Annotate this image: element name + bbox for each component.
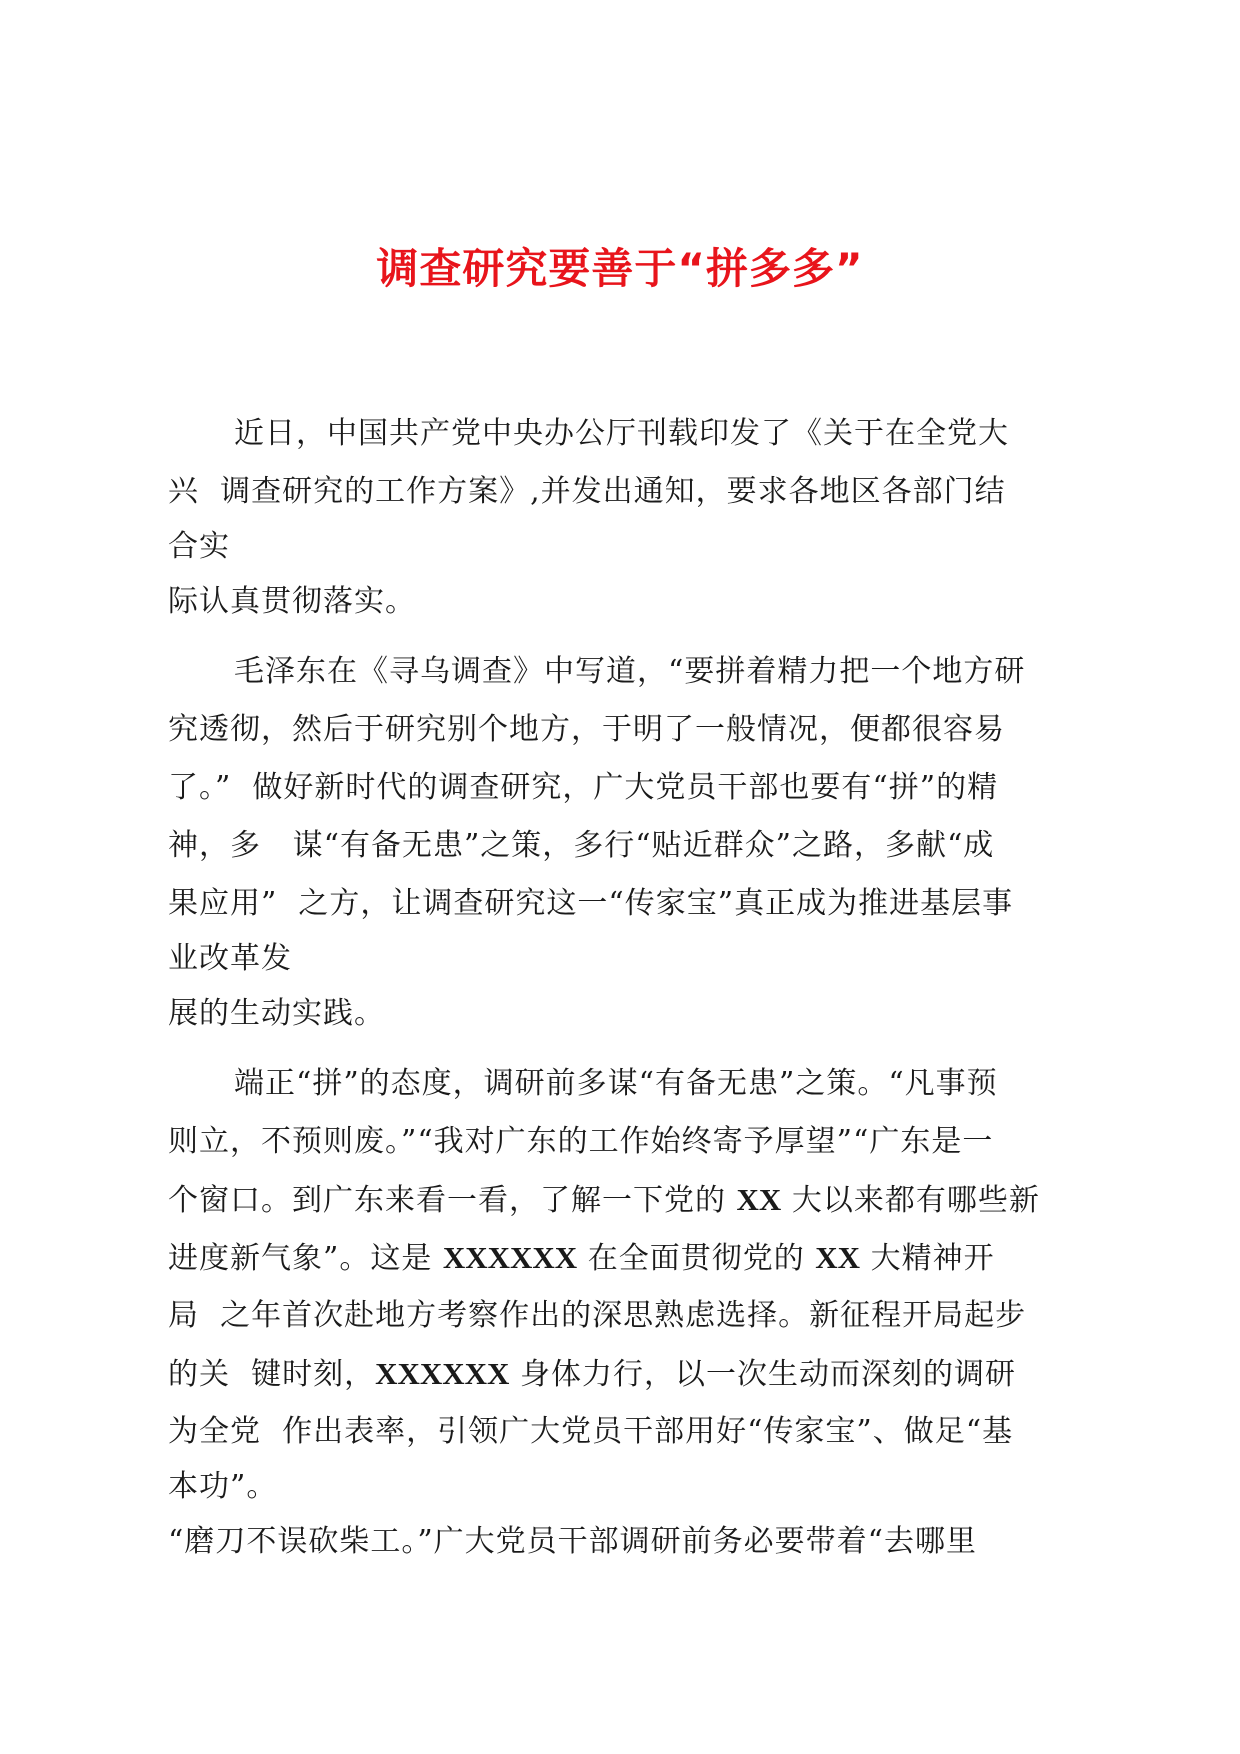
- text-run: 大以来都有哪些新: [781, 1183, 1040, 1218]
- paragraph-line: 究透彻，然后于研究别个地方，于明了一般情况，便都很容易: [168, 712, 1005, 747]
- paragraph-line: 际认真贯彻落实。: [168, 584, 416, 619]
- paragraph-line: [168, 1229, 1108, 1287]
- paragraph-line: 局 之年首次赴地方考察作出的深思熟虑选择。新征程开局起步: [168, 1298, 1027, 1333]
- paragraph-4: [168, 1513, 1108, 1571]
- paragraph-line: 近日，中国共产党中央办公厅刊载印发了《关于在全党大: [234, 416, 1009, 451]
- paragraph-line: 神，多 谋“有备无患”之策，多行“贴近群众”之路，多献“成: [168, 828, 995, 863]
- redacted-text: XX: [736, 1182, 782, 1217]
- paragraph-line: [168, 1345, 1108, 1403]
- paragraph-line: 合实: [168, 529, 230, 564]
- paragraph-line: 为全党 作出表率，引领广大党员干部用好“传家宝”、做足“基: [168, 1414, 1014, 1449]
- paragraph-3: [168, 1055, 1108, 1513]
- paragraph-line: 则立，不预则废。”“我对广东的工作始终寄予厚望”“广东是一: [168, 1124, 994, 1159]
- paragraph-line: 业改革发: [168, 941, 292, 976]
- paragraph-line: 兴 调查研究的工作方案》,并发出通知，要求各地区各部门结: [168, 474, 1006, 509]
- document-title: 调查研究要善于“拼多多”: [376, 244, 864, 293]
- paragraph-line: 本功”。: [168, 1469, 278, 1504]
- paragraph-line: 果应用” 之方，让调查研究这一“传家宝”真正成为推进基层事: [168, 886, 1014, 921]
- redacted-text: XXXXXX: [375, 1356, 510, 1391]
- text-run: 在全面贯彻党的: [577, 1241, 816, 1276]
- text-run: 身体力行，以一次生动而深刻的调研: [509, 1357, 1016, 1392]
- redacted-text: XX: [815, 1240, 861, 1275]
- paragraph-line: [168, 1171, 1108, 1229]
- document-body: [168, 405, 1108, 1571]
- redacted-text: XXXXXX: [442, 1240, 578, 1275]
- text-run: 大精神开: [860, 1241, 995, 1276]
- text-run: 的关 键时刻，: [168, 1357, 376, 1392]
- paragraph-line: 展的生动实践。: [168, 996, 385, 1031]
- paragraph-line: “磨刀不误砍柴工。”广大党员干部调研前务必要带着“去哪里: [168, 1524, 978, 1559]
- paragraph-line: 毛泽东在《寻乌调查》中写道，“要拼着精力把一个地方研: [234, 654, 1026, 689]
- paragraph-2: [168, 643, 1108, 1043]
- paragraph-1: [168, 405, 1108, 631]
- text-run: 进度新气象”。这是: [168, 1241, 443, 1276]
- text-run: 个窗口。到广东来看一看，了解一下党的: [168, 1183, 737, 1218]
- paragraph-line: 端正“拼”的态度，调研前多谋“有备无患”之策。“凡事预: [234, 1066, 998, 1101]
- paragraph-line: 了。” 做好新时代的调查研究，广大党员干部也要有“拼”的精: [168, 770, 999, 805]
